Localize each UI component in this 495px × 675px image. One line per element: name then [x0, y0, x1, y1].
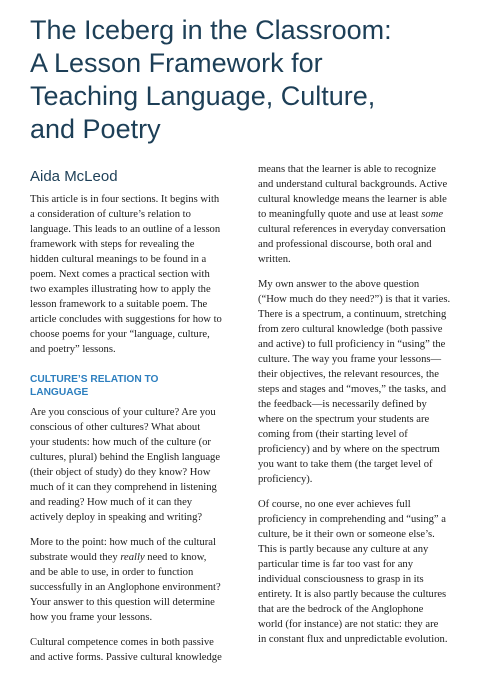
- body-paragraph: My own answer to the above question (“How much do they need?”) is that it varies. There is a spectrum, a continuum, stretching from zero cultural knowledge (both passive and active) to full proficiency in “using” the culture. The way you frame your lessons— their objectives, the relevant resources, the steps and stages and “moves,” the tasks, and the feedback—is necessarily defined by where on the spectrum your students are coming from (their starting level of proficiency) and by where on the spectrum you want to take them (the target level of proficiency).: [258, 279, 451, 485]
- right-column: [258, 162, 468, 657]
- title-line: The Iceberg in the Classroom:: [30, 15, 392, 45]
- section-heading: CULTURE’S RELATION TO LANGUAGE: [30, 374, 159, 398]
- intro-paragraph: This article is in four sections. It begins with a consideration of culture’s relation to language. This leads to an outline of a lesson framework with steps for revealing the hidden cultural meanings to be found in a poem. Next comes a practical section with two examples illustrating how to apply the lesson framework to a suitable poem. The article concludes with suggestions for how to choose poems for your “language, culture, and poetry” lessons.: [30, 194, 222, 355]
- title-line: A Lesson Framework for: [30, 48, 323, 78]
- author-name: Aida McLeod: [30, 168, 118, 185]
- title-line: and Poetry: [30, 114, 161, 144]
- body-paragraph: More to the point: how much of the cultural substrate would they really need to know, and be able to use, in order to function successfully in an Anglophone environment? Your answer to this question will determine how you frame your lessons.: [30, 537, 221, 623]
- emphasis: really: [120, 552, 145, 563]
- emphasis: some: [421, 209, 444, 220]
- title-line: Teaching Language, Culture,: [30, 81, 376, 111]
- body-paragraph: Are you conscious of your culture? Are you conscious of other cultures? What about your students: how much of the culture (or cultures, plural) behind the English language (their object of study) do they know? How much of it can they comprehend in listening and reading? How much of it can they actively deploy in speaking and writing?: [30, 407, 221, 523]
- article-title: [30, 14, 475, 146]
- body-paragraph: means that the learner is able to recognize and understand cultural backgrounds. Active cultural knowledge means the learner is able to meaningfully quote and use at least some cultural references in everyday conversation and professional discourse, both oral and written.: [258, 164, 448, 265]
- body-paragraph: Of course, no one ever achieves full proficiency in comprehending and “using” a culture, be it their own or someone else’s. This is partly because any culture at any particular time is far too vast for any individual consciousness to grasp in its entirety. It is also partly because the cultures that are the bedrock of the Anglophone world (for instance) are not static: they are in constant flux and unpredictable evolution.: [258, 499, 448, 645]
- body-paragraph: Cultural competence comes in both passive and active forms. Passive cultural knowledge: [30, 637, 222, 663]
- left-column: [30, 168, 230, 675]
